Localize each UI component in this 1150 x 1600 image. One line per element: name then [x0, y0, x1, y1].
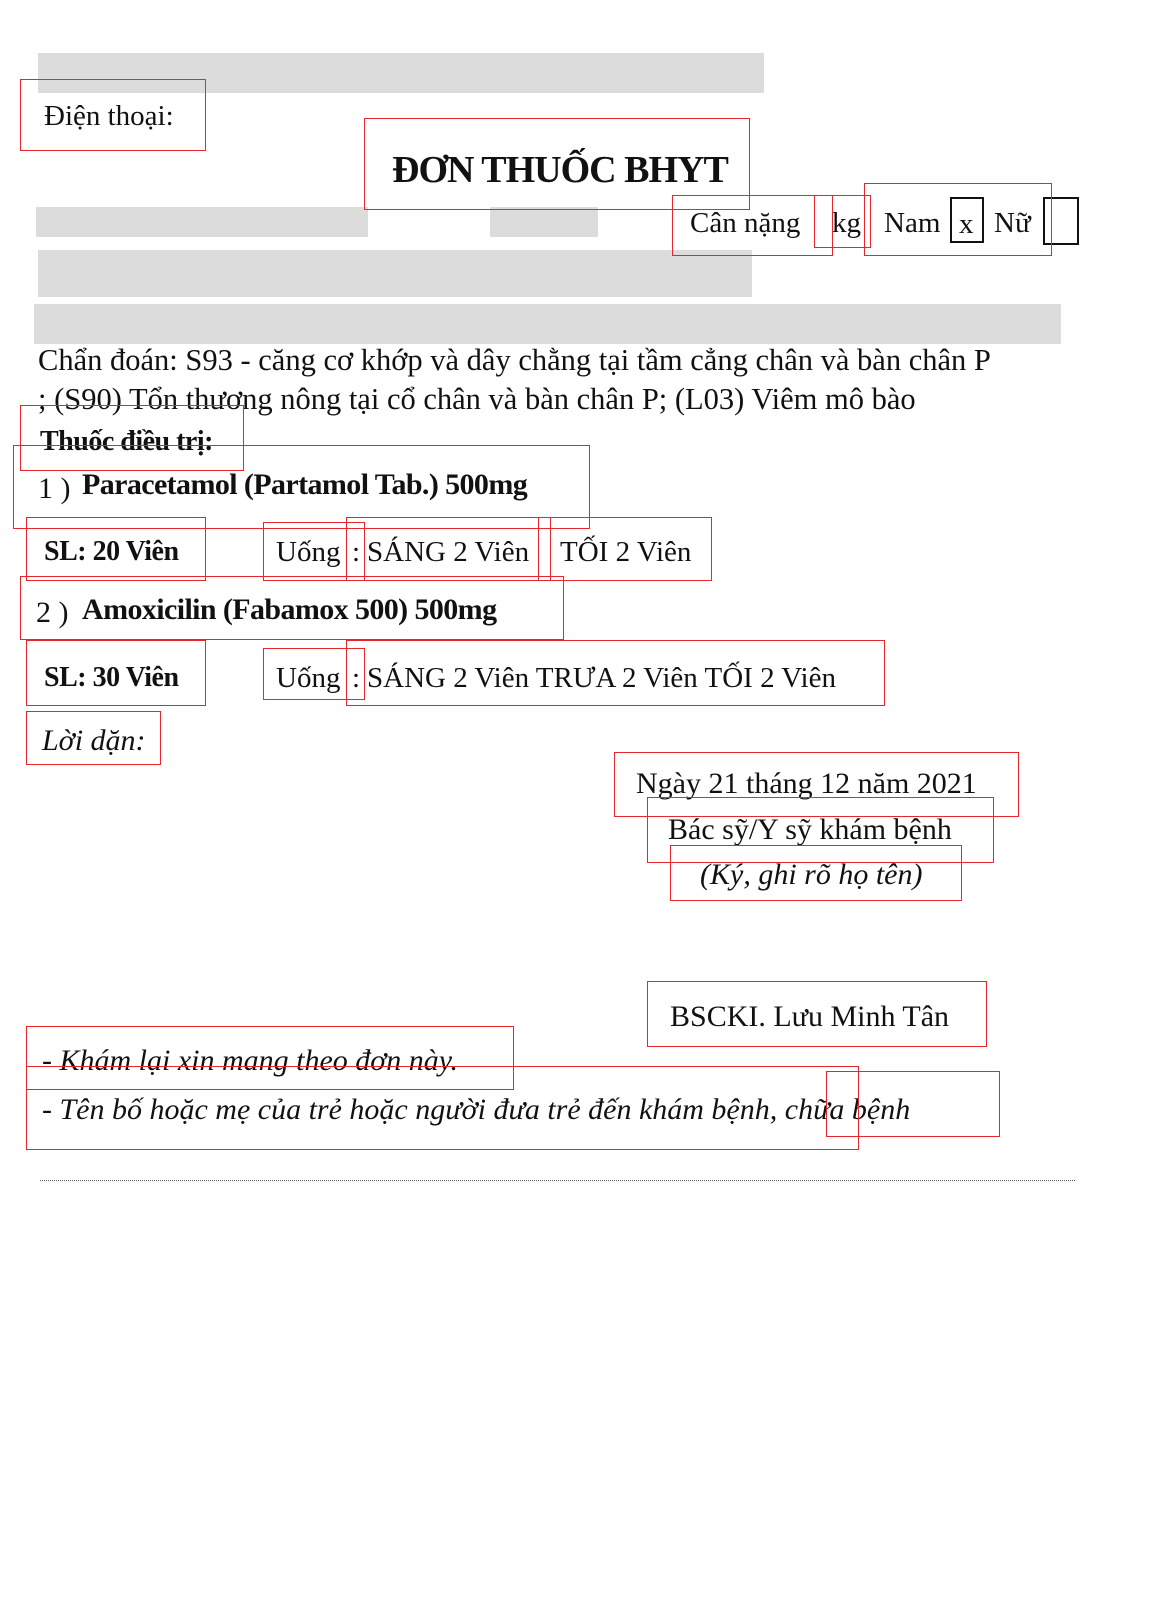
- annotation-box: [20, 79, 206, 151]
- annotation-box: [346, 517, 551, 581]
- medicine-2-colon: :: [352, 662, 361, 694]
- redacted-address: [34, 304, 1061, 344]
- redacted-insurance: [38, 250, 752, 297]
- annotation-box: [670, 845, 962, 901]
- annotation-box: [26, 711, 161, 765]
- medicine-1-dose-evening: TỐI 2 Viên: [560, 536, 692, 568]
- weight-label: Cân nặng: [690, 207, 801, 239]
- signature-instruction: (Ký, ghi rõ họ tên): [700, 858, 923, 891]
- gender-male-label: Nam: [884, 207, 941, 239]
- medicine-1-quantity: SL: 20 Viên: [44, 536, 179, 567]
- gender-male-mark: x: [959, 208, 974, 240]
- diagnosis-line-2: ; (S90) Tổn thương nông tại cổ chân và bàn chân P; (L03) Viêm mô bào: [38, 382, 916, 416]
- medicine-1-route: Uống: [276, 536, 341, 568]
- medicine-2-doses: SÁNG 2 Viên TRƯA 2 Viên TỐI 2 Viên: [367, 662, 836, 694]
- note-guardian: - Tên bố hoặc mẹ của trẻ hoặc người đưa trẻ đến khám bệnh, chữa bệnh: [42, 1093, 911, 1126]
- medicine-2-quantity: SL: 30 Viên: [44, 662, 179, 693]
- page-title: ĐƠN THUỐC BHYT: [392, 149, 728, 191]
- advice-label: Lời dặn:: [42, 724, 146, 757]
- medicine-1-colon: :: [352, 536, 361, 568]
- medicine-2-index: 2 ): [36, 596, 69, 629]
- annotation-box: [538, 517, 712, 581]
- annotation-box: [826, 1071, 1000, 1137]
- redacted-patient-age: [490, 207, 598, 237]
- medicine-1-index: 1 ): [38, 472, 71, 505]
- diagnosis-line-1: Chẩn đoán: S93 - căng cơ khớp và dây chằng tại tầm cẳng chân và bàn chân P: [38, 343, 991, 377]
- redacted-patient-name: [36, 207, 368, 237]
- annotation-box: [672, 195, 833, 256]
- annotation-box: [20, 576, 564, 640]
- weight-unit: kg: [832, 207, 861, 239]
- annotation-box: [26, 640, 206, 706]
- doctor-role: Bác sỹ/Y sỹ khám bệnh: [668, 813, 952, 846]
- dotted-divider: [40, 1180, 1075, 1181]
- prescription-date: Ngày 21 tháng 12 năm 2021: [636, 767, 977, 800]
- gender-female-label: Nữ: [994, 207, 1031, 239]
- annotation-box: [814, 195, 871, 248]
- annotation-box: [647, 981, 987, 1047]
- medicine-2-name: Amoxicilin (Fabamox 500) 500mg: [82, 593, 497, 626]
- medicine-1-dose-morning: SÁNG 2 Viên: [367, 536, 530, 568]
- annotation-box: [26, 1066, 859, 1150]
- medicine-2-route: Uống: [276, 662, 341, 694]
- doctor-name: BSCKI. Lưu Minh Tân: [670, 1000, 950, 1033]
- treatment-heading: Thuốc điều trị:: [40, 426, 213, 457]
- phone-label: Điện thoại:: [44, 100, 174, 132]
- annotation-box: [26, 517, 206, 581]
- note-revisit: - Khám lại xin mang theo đơn này.: [42, 1044, 458, 1077]
- annotation-box: [864, 183, 1052, 256]
- medicine-1-name: Paracetamol (Partamol Tab.) 500mg: [82, 468, 528, 501]
- annotation-box: [346, 640, 885, 706]
